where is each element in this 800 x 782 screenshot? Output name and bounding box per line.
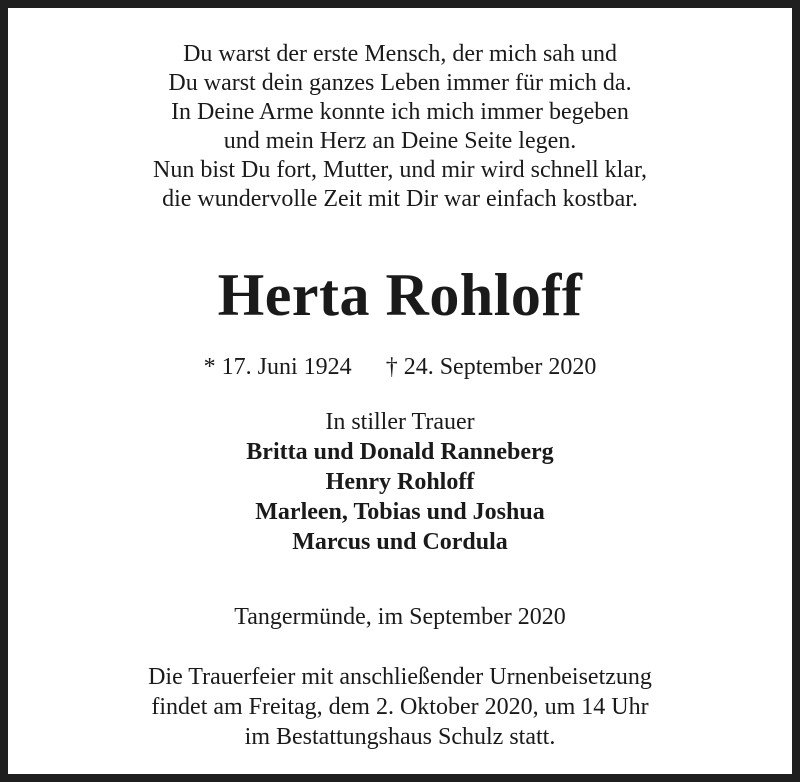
poem-line: Nun bist Du fort, Mutter, und mir wird schnell klar, [152, 157, 647, 183]
poem-line: Du warst der erste Mensch, der mich sah und [183, 41, 617, 67]
birth-date: * 17. Juni 1924 [203, 354, 352, 380]
funeral-line: findet am Freitag, dem 2. Oktober 2020, um 14 Uhr [151, 694, 649, 720]
death-date: † 24. September 2020 [385, 354, 597, 380]
funeral-line: im Bestattungshaus Schulz statt. [244, 724, 556, 750]
life-dates [16, 352, 784, 382]
funeral-line: Die Trauerfeier mit anschließender Urnenbeisetzung [148, 664, 652, 690]
poem-line: die wundervolle Zeit mit Dir war einfach kostbar. [162, 186, 638, 212]
mourner-name: Marleen, Tobias und Joshua [255, 499, 545, 525]
mourner-name: Henry Rohloff [325, 469, 475, 495]
poem-line: In Deine Arme konnte ich mich immer begeben [171, 99, 629, 125]
poem-line: und mein Herz an Deine Seite legen. [223, 128, 577, 154]
place-and-date: Tangermünde, im September 2020 [234, 604, 566, 630]
deceased-name: Herta Rohloff [217, 262, 583, 328]
mourning-intro: In stiller Trauer [325, 409, 475, 435]
mourner-name: Marcus und Cordula [292, 529, 508, 555]
mourners-block [16, 407, 784, 557]
mourner-name: Britta und Donald Ranneberg [246, 439, 554, 465]
funeral-notice [16, 662, 784, 752]
poem [16, 40, 784, 214]
poem-line: Du warst dein ganzes Leben immer für mich da. [168, 70, 632, 96]
obituary-content [16, 16, 784, 766]
